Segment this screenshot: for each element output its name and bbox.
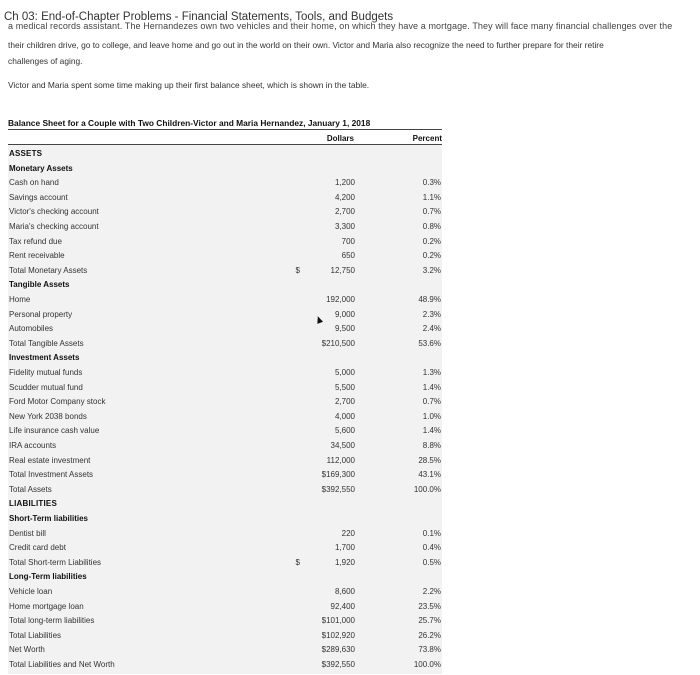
table-row [0,587,700,602]
row-percent: 0.4% [422,543,441,553]
row-dollars: 4,200 [334,192,355,202]
row-dollars: $392,550 [321,660,355,669]
table-row [0,631,700,646]
row-percent: 100.0% [413,660,441,669]
table-row [0,207,700,222]
row-dollars: 1,700 [334,543,355,553]
row-percent: 53.6% [418,338,441,348]
row-dollars: 1,920 [334,557,355,567]
row-label: IRA accounts [9,441,57,450]
table-row [0,324,700,339]
paragraph-line: challenges of aging. [8,56,83,66]
row-label: Cash on hand [9,178,59,188]
dollar-sign: $ [295,265,300,275]
row-dollars: 3,300 [334,222,355,231]
row-label: Tax refund due [9,236,62,246]
row-dollars: 9,000 [334,309,355,319]
row-dollars: 5,600 [334,426,355,436]
row-percent: 1.1% [422,192,441,202]
row-dollars: $102,920 [321,630,355,640]
row-label: Investment Assets [9,353,80,363]
table-row [0,602,700,617]
row-dollars: 192,000 [326,295,355,304]
row-label: Total Liabilities and Net Worth [9,660,115,669]
table-row [0,193,700,208]
row-dollars: 9,500 [334,324,355,334]
row-dollars: $210,500 [321,338,355,348]
row-label: Personal property [9,309,73,319]
row-percent: 26.2% [418,630,441,640]
row-label: Short-Term liabilities [9,514,88,523]
row-label: Fidelity mutual funds [9,368,83,377]
table-row [0,295,700,310]
row-percent: 73.8% [418,645,441,655]
table-row [0,441,700,456]
row-label: LIABILITIES [9,499,57,509]
row-percent: 0.7% [422,397,441,407]
row-dollars: 12,750 [330,265,355,275]
row-label: Life insurance cash value [9,426,100,436]
row-label: Vehicle loan [9,587,53,596]
row-dollars: 220 [341,528,355,538]
row-label: Real estate investment [9,455,91,465]
table-row [0,485,700,500]
row-label: Total Investment Assets [9,470,94,480]
row-label: Total Liabilities [9,630,62,640]
table-row [0,164,700,179]
row-dollars: $169,300 [321,470,355,480]
row-label: Scudder mutual fund [9,382,83,392]
row-dollars: 650 [341,251,355,261]
row-label: Ford Motor Company stock [9,397,106,407]
row-label: Credit card debt [9,543,66,553]
row-percent: 1.3% [422,368,441,377]
row-label: Net Worth [9,645,45,655]
row-percent: 43.1% [418,470,441,480]
row-dollars: $289,630 [321,645,355,655]
table-row [0,558,700,573]
table-row [0,572,700,587]
row-label: Tangible Assets [9,280,70,290]
table-top-rule [8,129,442,130]
table-row [0,543,700,558]
table-row [0,529,700,544]
table-row [0,383,700,398]
column-header-percent: Percent [412,134,442,143]
cut-off-text-line [8,21,694,34]
row-label: Total long-term liabilities [9,616,95,626]
table-row [0,251,700,266]
row-dollars: 2,700 [334,397,355,407]
table-row [0,353,700,368]
row-label: Total Tangible Assets [9,338,84,348]
row-dollars: 5,500 [334,382,355,392]
table-row [0,616,700,631]
balance-sheet-table [8,145,442,674]
table-row [0,514,700,529]
row-percent: 0.1% [422,528,441,538]
table-row [0,266,700,281]
row-dollars: $101,000 [321,616,355,626]
row-percent: 100.0% [413,484,441,494]
table-title: Balance Sheet for a Couple with Two Children-Victor and Maria Hernandez, January 1, 2018 [8,118,371,128]
row-percent: 0.2% [422,251,441,261]
row-percent: 8.8% [422,441,441,450]
table-row [0,178,700,193]
table-row [0,426,700,441]
table-row [0,368,700,383]
row-percent: 2.2% [422,587,441,596]
row-label: Total Assets [9,484,52,494]
row-dollars: 92,400 [330,601,355,611]
row-dollars: 112,000 [326,455,355,465]
table-row [0,237,700,252]
table-row [0,470,700,485]
row-percent: 28.5% [418,455,441,465]
row-dollars: 5,000 [334,368,355,377]
table-row [0,397,700,412]
row-label: Home [9,295,31,304]
row-label: New York 2038 bonds [9,411,87,421]
row-label: Home mortgage loan [9,601,84,611]
row-label: Maria's checking account [9,222,99,231]
row-dollars: 1,200 [334,178,355,188]
table-row [0,310,700,325]
row-label: Savings account [9,192,68,202]
table-row [0,222,700,237]
table-row [0,339,700,354]
column-header-dollars: Dollars [326,134,354,143]
row-dollars: 2,700 [334,207,355,217]
table-row [0,660,700,675]
row-label: Total Monetary Assets [9,265,88,275]
row-label: ASSETS [9,149,43,158]
cut-off-text: a medical records assistant. The Hernandezes own two vehicles and their home, on which they have a mortgage. They will face many financial challenges over the [8,21,673,31]
row-dollars: 8,600 [334,587,355,596]
row-label: Rent receivable [9,251,65,261]
table-row [0,645,700,660]
row-percent: 3.2% [422,265,441,275]
row-percent: 25.7% [418,616,441,626]
table-row [0,280,700,295]
paragraph-line: their children drive, go to college, and leave home and go out in the world on their own. Victor and Maria also recognize the need to further prepare for their retire [8,40,604,50]
row-percent: 0.8% [422,222,441,231]
row-dollars: 700 [341,236,355,246]
row-percent: 0.5% [422,557,441,567]
row-label: Dentist bill [9,528,46,538]
row-percent: 2.3% [422,309,441,319]
row-label: Total Short-term Liabilities [9,557,102,567]
row-label: Long-Term liabilities [9,572,87,582]
row-label: Automobiles [9,324,54,334]
table-row [0,412,700,427]
row-label: Monetary Assets [9,163,73,173]
paragraph-intro: Victor and Maria spent some time making up their first balance sheet, which is shown in the table. [8,80,370,90]
table-row [0,456,700,471]
row-percent: 1.4% [422,382,441,392]
row-percent: 48.9% [418,295,441,304]
row-label: Victor's checking account [9,207,99,217]
row-percent: 1.4% [422,426,441,436]
row-dollars: $392,550 [321,484,355,494]
table-row [0,499,700,514]
row-percent: 1.0% [422,411,441,421]
page-title: Ch 03: End-of-Chapter Problems - Financial Statements, Tools, and Budgets [4,11,394,23]
row-percent: 0.7% [422,207,441,217]
row-dollars: 4,000 [334,411,355,421]
dollar-sign: $ [295,557,300,567]
row-percent: 0.3% [422,178,441,188]
row-percent: 23.5% [418,601,441,611]
table-row [0,149,700,164]
row-percent: 2.4% [422,324,441,334]
row-percent: 0.2% [422,236,441,246]
row-dollars: 34,500 [330,441,355,450]
